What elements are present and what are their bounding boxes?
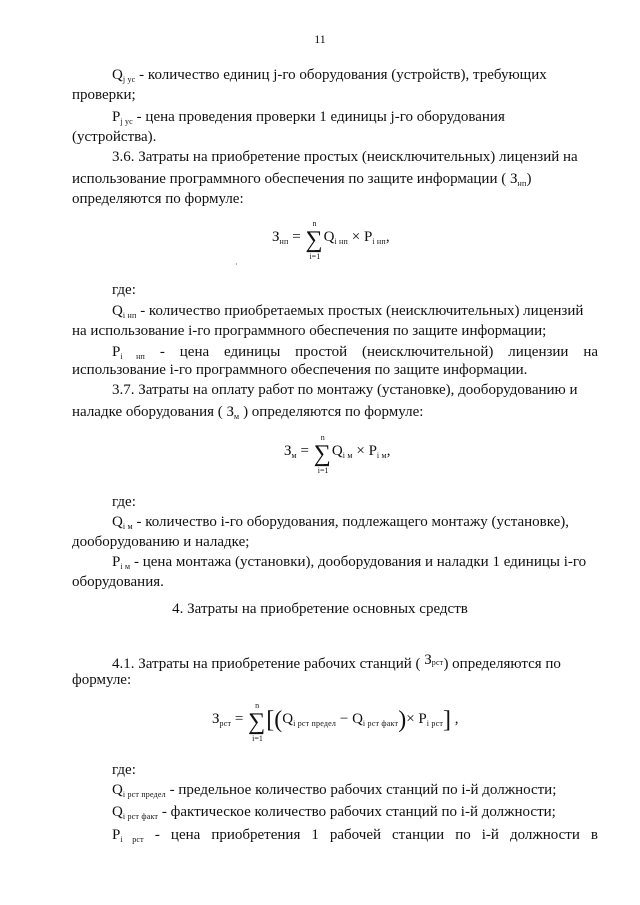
subscript: j ус	[120, 117, 133, 126]
section-3-6-line-1: 3.6. Затраты на приобретение простых (неисключительных) лицензий на	[112, 149, 578, 165]
symbol: З	[226, 404, 235, 420]
punctuation: ,	[386, 443, 391, 459]
page-number: 11	[314, 32, 326, 46]
symbol: P	[418, 711, 427, 727]
symbol: P	[112, 109, 121, 125]
symbol: Q	[112, 67, 123, 83]
definition-text: - цена единицы простой (неисключительной) лицензии на	[159, 344, 599, 360]
section-4-1-line-2: формуле:	[72, 672, 132, 688]
symbol: Q	[323, 229, 335, 245]
subscript: i нп	[372, 237, 386, 246]
punctuation: ,	[454, 711, 459, 727]
definition-text: - количество i-го оборудования, подлежащего монтажу (установке),	[136, 514, 570, 530]
symbol: Q	[112, 303, 123, 319]
symbol: З	[424, 652, 432, 668]
sum-lower: i=1	[309, 252, 321, 261]
operator: −	[339, 711, 349, 727]
paren-close: )	[398, 707, 407, 733]
subscript: i м	[120, 562, 131, 571]
symbol: P	[368, 443, 377, 459]
symbol: З	[509, 171, 518, 187]
sum-sign	[305, 219, 323, 261]
symbol: З	[212, 711, 220, 727]
symbol: З	[284, 443, 292, 459]
subscript: i рст	[426, 719, 444, 728]
subscript: м	[234, 412, 240, 421]
subscript: i рст факт	[122, 812, 159, 821]
operator: ×	[356, 443, 365, 459]
text: 4.1. Затраты на приобретение рабочих станций (	[112, 656, 421, 672]
subscript: i нп	[122, 311, 137, 320]
symbol: Q	[112, 804, 123, 820]
where-label: где:	[112, 762, 136, 778]
q-fakt-line	[112, 803, 598, 826]
symbol: P	[112, 344, 121, 360]
bracket-open: [(	[266, 707, 283, 733]
text: наладке оборудования (	[72, 404, 223, 420]
text-line: на использование i-го программного обеспечения по защите информации;	[72, 323, 547, 339]
subscript: i м	[122, 522, 133, 531]
sum-glyph: ∑	[248, 709, 266, 735]
formula-3: $З_{рст}$ = ∑ n i=1 $[(Q_{i рст предел} - Q_{i рст факт})\times P_{i рст}]$ ,	[212, 701, 459, 743]
section-3-7-line-2	[72, 403, 598, 426]
text: ) определяются по	[443, 656, 561, 672]
subscript: i м	[342, 451, 353, 460]
section-4-1-line-1	[112, 651, 598, 673]
sum-sign	[313, 433, 331, 475]
text: )	[526, 171, 532, 187]
subscript: i нп	[120, 352, 146, 361]
where-label: где:	[112, 494, 136, 510]
scan-dot: ·	[235, 260, 238, 269]
symbol: Q	[331, 443, 343, 459]
definition-text: - цена монтажа (установки), дооборудования и наладки 1 единицы i-го	[133, 554, 587, 570]
text-line: проверки;	[72, 87, 136, 103]
punctuation: ,	[385, 229, 390, 245]
subscript: нп	[279, 237, 289, 246]
sum-glyph: ∑	[305, 227, 323, 253]
definition-text: - цена приобретения 1 рабочей станции по i-й должности в	[154, 827, 598, 843]
symbol: З	[272, 229, 280, 245]
subscript: нп	[517, 179, 527, 188]
section-3-7-line-1: 3.7. Затраты на оплату работ по монтажу (установке), дооборудованию и	[112, 382, 578, 398]
subscript: м	[291, 451, 297, 460]
subscript: рст	[431, 658, 444, 667]
definition-text: - предельное количество рабочих станций по i-й должности;	[169, 782, 557, 798]
symbol: Q	[282, 711, 294, 727]
definition-text: - количество приобретаемых простых (неисключительных) лицензий	[140, 303, 584, 319]
text-line: оборудования.	[72, 574, 164, 590]
bracket-close: ]	[443, 707, 452, 733]
sum-lower: i=1	[317, 466, 329, 475]
symbol: P	[112, 554, 121, 570]
symbol: Q	[112, 782, 123, 798]
subscript: i рст	[120, 835, 144, 844]
text-line: (устройства).	[72, 129, 157, 145]
subscript: i рст предел	[293, 719, 337, 728]
sum-glyph: ∑	[313, 441, 331, 467]
sum-upper: n	[255, 701, 260, 710]
subscript: i рст предел	[122, 790, 166, 799]
p-rst-line	[112, 826, 598, 849]
subscript: i рст факт	[362, 719, 399, 728]
symbol: Q	[352, 711, 363, 727]
text-line: использование i-го программного обеспечения по защите информации.	[72, 362, 528, 378]
subscript: i нп	[334, 237, 348, 246]
sum-lower: i=1	[252, 734, 263, 743]
symbol: P	[112, 827, 121, 843]
q-pred-line	[112, 781, 598, 804]
subscript: j ус	[122, 75, 136, 84]
formula-2: $З_м$ = ∑ n i=1 $Q_{i м} \times P_{i м}$,	[284, 433, 391, 475]
text: ) определяются по формуле:	[243, 404, 424, 420]
sum-upper: n	[312, 219, 317, 228]
definition-text: - фактическое количество рабочих станций по i-й должности;	[161, 804, 556, 820]
definition-text: - количество единиц j-го оборудования (устройств), требующих	[139, 67, 547, 83]
sum-upper: n	[320, 433, 325, 442]
subscript: рст	[219, 719, 232, 728]
definition-text: - цена проведения проверки 1 единицы j-го оборудования	[136, 109, 505, 125]
section-3-6-line-3: определяются по формуле:	[72, 191, 244, 207]
subscript: i м	[376, 451, 387, 460]
text-line: дооборудованию и наладке;	[72, 534, 250, 550]
sum-sign	[248, 701, 266, 743]
section-4-heading: 4. Затраты на приобретение основных средств	[172, 601, 468, 617]
symbol: P	[363, 229, 373, 245]
text: использование программного обеспечения по защите информации (	[72, 171, 507, 187]
where-label: где:	[112, 282, 136, 298]
operator: ×	[351, 229, 361, 245]
operator: ×	[406, 711, 415, 727]
symbol: Q	[112, 514, 123, 530]
formula-1: $З_{нп}$ = ∑ n i=1 $Q_{i нп} \times P_{i нп}$,	[272, 219, 390, 261]
